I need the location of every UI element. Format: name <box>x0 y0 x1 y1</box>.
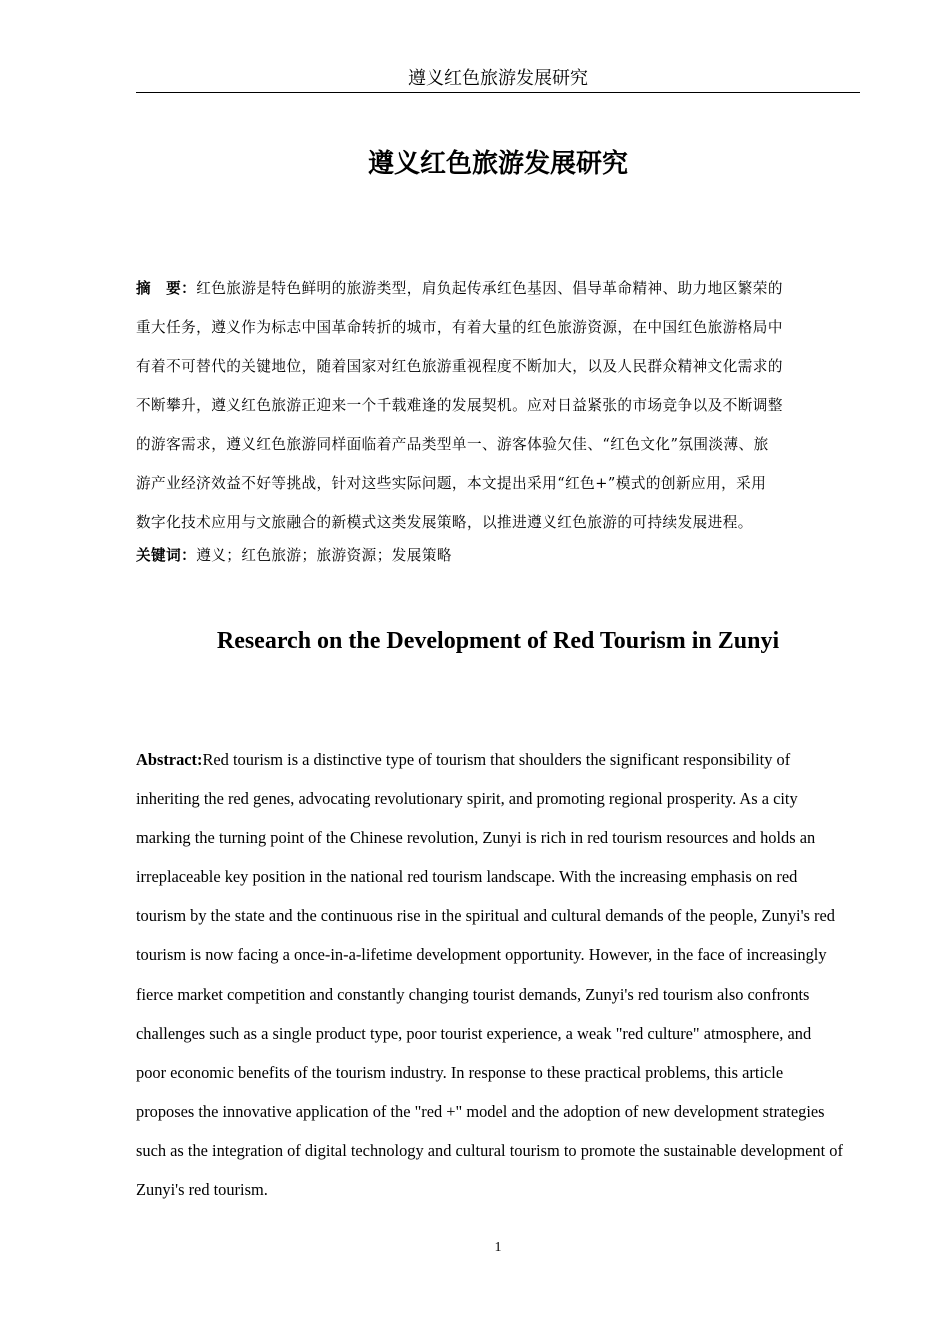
english-abstract-line: fierce market competition and constantly changing tourist demands, Zunyi's red tourism also confronts <box>136 984 810 1004</box>
english-abstract-line: tourism by the state and the continuous rise in the spiritual and cultural demands of the people, Zunyi's red <box>136 906 835 926</box>
english-abstract-line: proposes the innovative application of the "red +" model and the adoption of new development strategies <box>136 1101 825 1121</box>
chinese-abstract <box>136 269 862 542</box>
english-abstract-line: Zunyi's red tourism. <box>136 1180 268 1200</box>
chinese-keywords-label: 关键词： <box>136 547 197 564</box>
english-abstract-line: marking the turning point of the Chinese revolution, Zunyi is rich in red tourism resources and holds an <box>136 828 816 848</box>
english-abstract-text: Red tourism is a distinctive type of tourism that shoulders the significant responsibility of <box>202 750 791 769</box>
english-abstract-line: challenges such as a single product type, poor tourist experience, a weak "red culture" atmosphere, and <box>136 1023 812 1043</box>
english-abstract-label: Abstract: <box>136 750 203 769</box>
english-abstract <box>136 740 860 1209</box>
chinese-abstract-line: 数字化技术应用与文旅融合的新模式这类发展策略，以推进遵义红色旅游的可持续发展进程。 <box>136 514 753 531</box>
chinese-keywords-text: 遵义；红色旅游；旅游资源；发展策略 <box>196 547 452 564</box>
chinese-abstract-line <box>136 269 862 308</box>
english-abstract-line <box>136 740 860 779</box>
chinese-abstract-text: 红色旅游是特色鲜明的旅游类型，肩负起传承红色基因、倡导革命精神、助力地区繁荣的 <box>196 280 783 297</box>
english-title: Research on the Development of Red Tourism in Zunyi <box>216 628 780 654</box>
english-abstract-line: such as the integration of digital technology and cultural tourism to promote the sustainable development of <box>136 1140 843 1160</box>
english-abstract-line: irreplaceable key position in the national red tourism landscape. With the increasing emphasis on red <box>136 867 798 887</box>
chinese-abstract-line: 不断攀升，遵义红色旅游正迎来一个千载难逢的发展契机。应对日益紧张的市场竞争以及不断调整 <box>136 397 783 414</box>
english-abstract-line: tourism is now facing a once-in-a-lifetime development opportunity. However, in the face of increasingly <box>136 945 827 965</box>
page-number: 1 <box>494 1240 502 1255</box>
chinese-abstract-line: 有着不可替代的关键地位，随着国家对红色旅游重视程度不断加大，以及人民群众精神文化需求的 <box>136 358 783 375</box>
english-abstract-line: poor economic benefits of the tourism industry. In response to these practical problems, this article <box>136 1062 784 1082</box>
chinese-abstract-line: 重大任务，遵义作为标志中国革命转折的城市，有着大量的红色旅游资源，在中国红色旅游格局中 <box>136 319 783 336</box>
chinese-abstract-line: 游产业经济效益不好等挑战，针对这些实际问题，本文提出采用“红色+”模式的创新应用，采用 <box>136 475 767 492</box>
chinese-title: 遵义红色旅游发展研究 <box>367 149 628 179</box>
running-header: 遵义红色旅游发展研究 <box>136 66 860 93</box>
english-abstract-line: inheriting the red genes, advocating revolutionary spirit, and promoting regional prosperity. As a city <box>136 789 798 809</box>
chinese-keywords <box>136 541 860 571</box>
chinese-abstract-label: 摘 要： <box>136 280 197 297</box>
chinese-abstract-line: 的游客需求，遵义红色旅游同样面临着产品类型单一、游客体验欠佳、“红色文化”氛围淡薄、旅 <box>136 436 769 453</box>
